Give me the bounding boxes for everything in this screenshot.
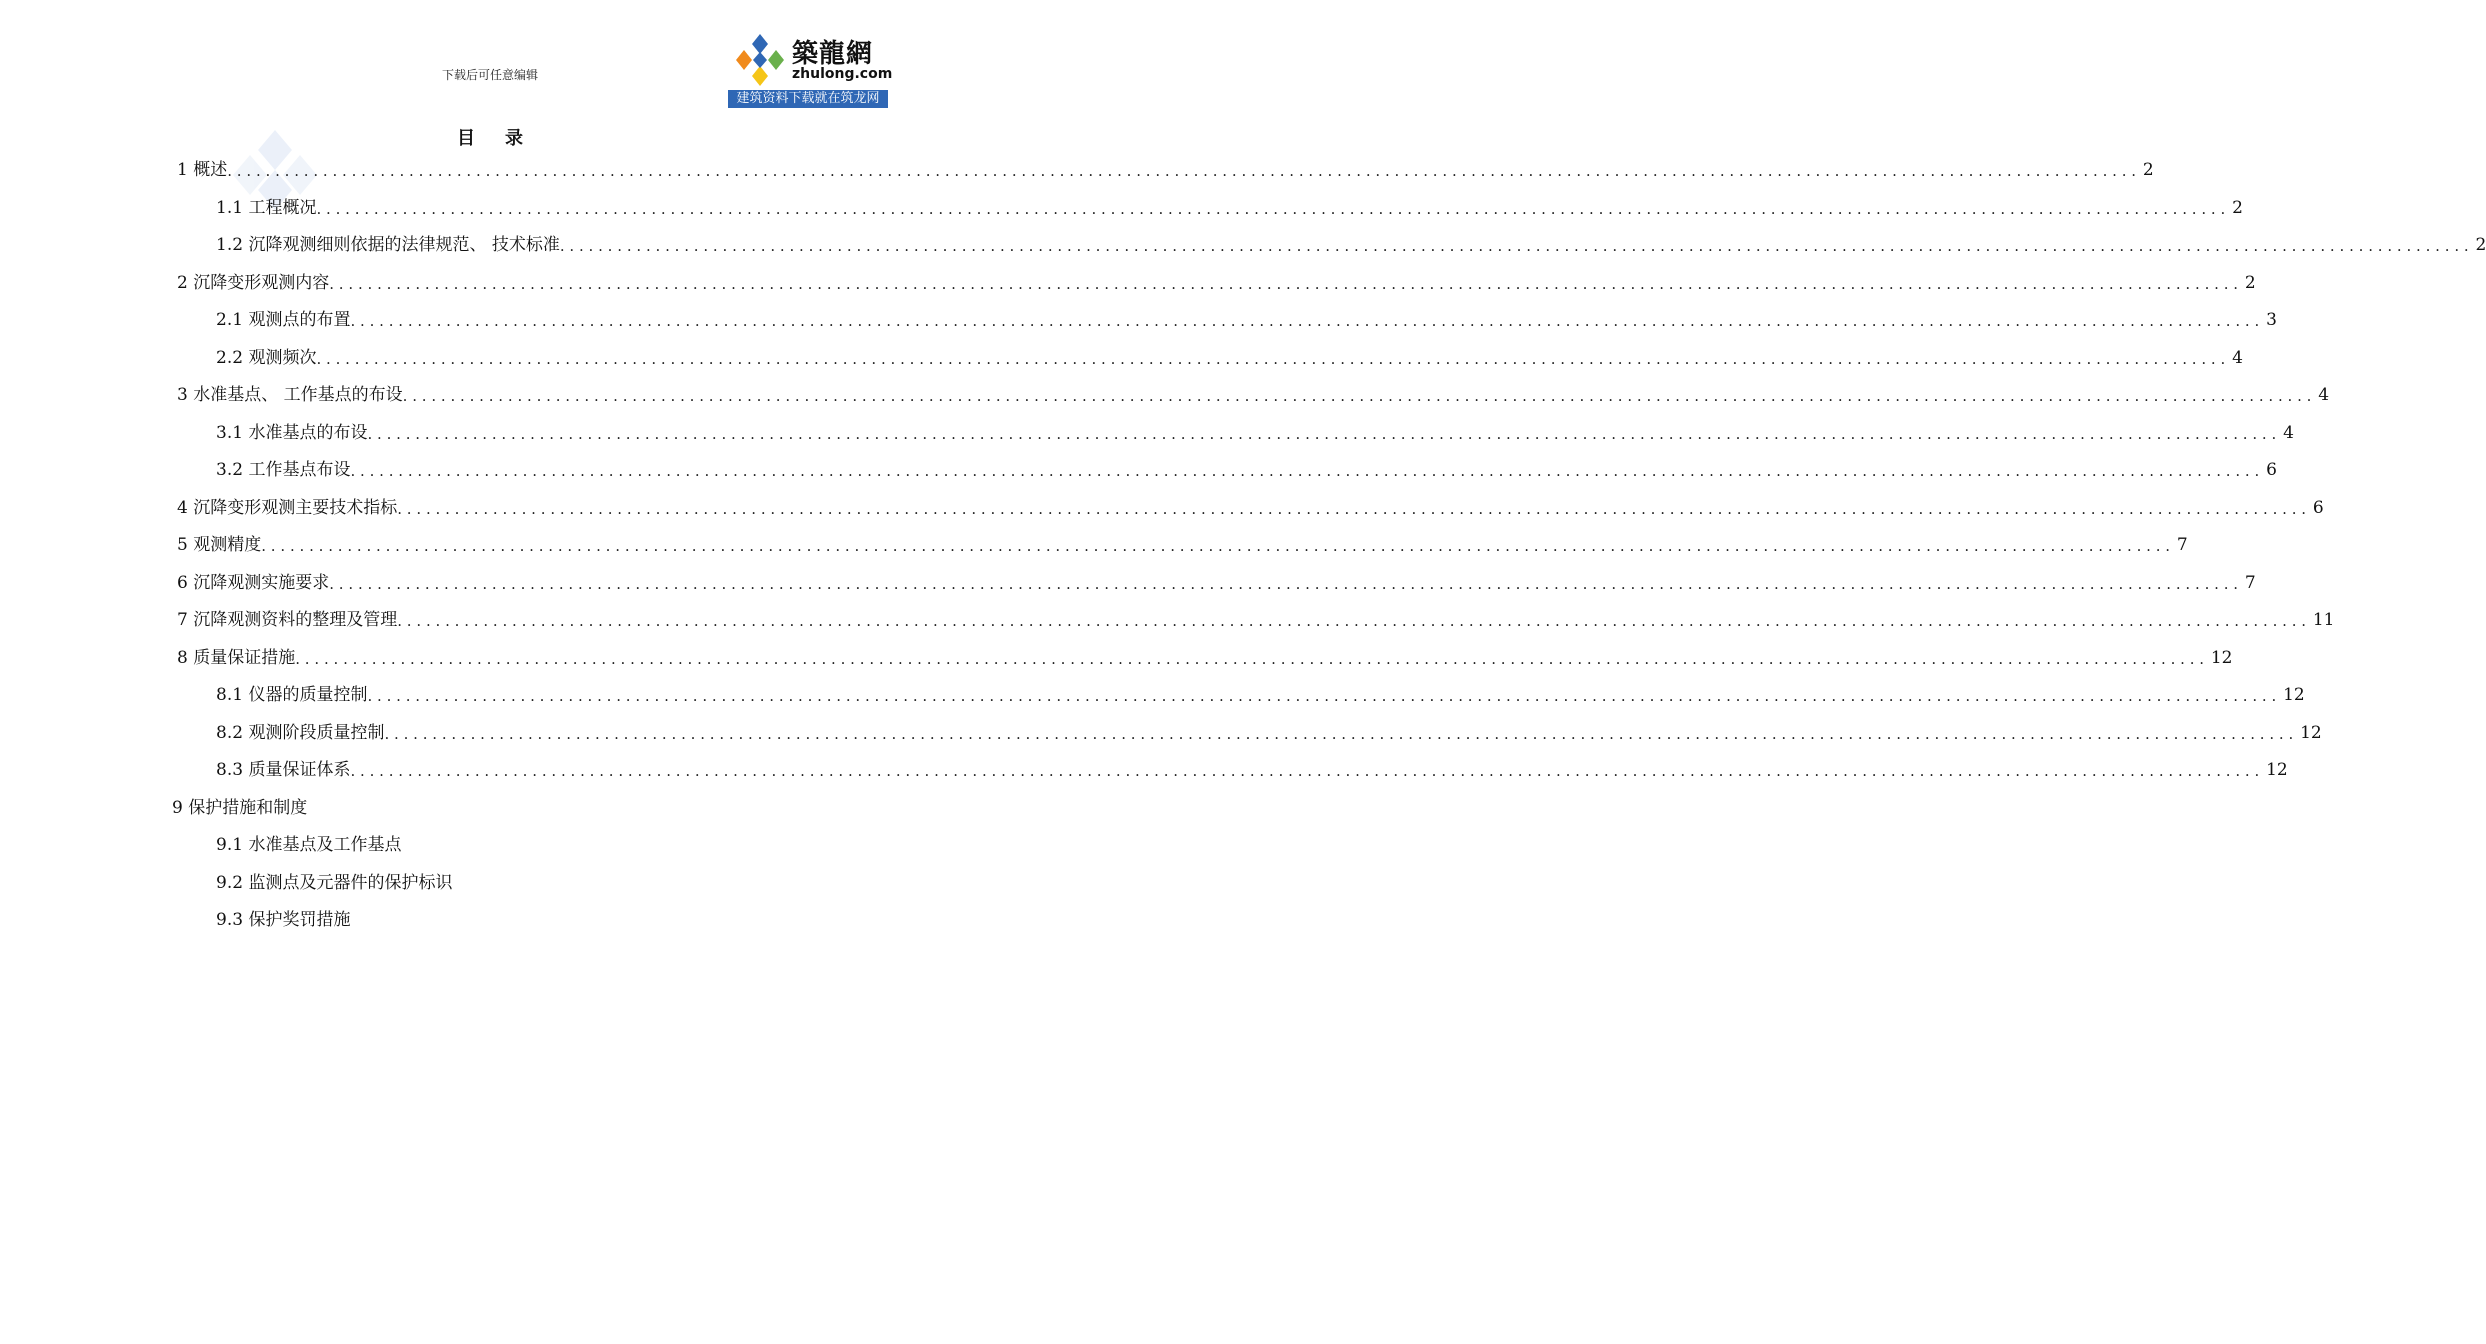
toc-entry[interactable] — [216, 907, 862, 933]
toc-leader-dots: ........................................................................................................................................................................................................ — [261, 537, 2175, 555]
toc-entry[interactable] — [216, 195, 2243, 221]
toc-entry[interactable] — [216, 345, 2243, 371]
toc-entry[interactable] — [177, 645, 2233, 671]
toc-entry-label: 9.2 监测点及元器件的保护标识 — [216, 872, 453, 893]
toc-entry[interactable] — [177, 495, 2324, 521]
toc-entry-page: 7 — [2176, 535, 2188, 555]
toc-entry-page: 12 — [2283, 685, 2305, 705]
toc-leader-dots: ........................................................................................................................................................................................................ — [397, 499, 2311, 518]
toc-leader-dots: ........................................................................................................................................................................................................ — [329, 274, 2243, 293]
toc-entry-page: 2 — [2244, 272, 2256, 293]
logo-tile — [728, 30, 893, 90]
toc-leader-dots: ........................................................................................................................................................................................................ — [316, 199, 2231, 218]
toc-entry-label: 8.3 质量保证体系 — [216, 760, 351, 780]
toc-entry-label: 3.2 工作基点布设 — [216, 460, 351, 480]
toc-entry-label: 9.3 保护奖罚措施 — [216, 910, 351, 930]
toc-leader-dots: ........................................................................................................................................................................................................ — [397, 612, 2311, 630]
toc-entry-label: 4 沉降变形观测主要技术指标 — [177, 497, 398, 518]
toc-entry-label: 6 沉降观测实施要求 — [177, 572, 330, 593]
toc-leader-dots: ........................................................................................................................................................................................................ — [367, 424, 2282, 443]
toc-leader-dots: ........................................................................................................................................................................................................ — [329, 574, 2243, 593]
toc-leader-dots: ........................................................................................................................................................................................................ — [402, 387, 2317, 405]
toc-entry[interactable] — [216, 457, 2277, 483]
toc-entry-page: 4 — [2232, 347, 2243, 368]
toc-entry-label: 8 质量保证措施 — [177, 647, 296, 668]
toc-entry-page: 4 — [2318, 385, 2330, 405]
toc-leader-dots: ........................................................................................................................................................................................................ — [559, 237, 2474, 255]
toc-entry-page: 2 — [2475, 235, 2486, 255]
toc-entry-label: 9 保护措施和制度 — [172, 797, 308, 818]
toc-entry-page: 7 — [2244, 572, 2256, 593]
toc-entry[interactable] — [177, 570, 2256, 596]
toc-entry-label: 7 沉降观测资料的整理及管理 — [177, 610, 398, 630]
toc-entry-page: 6 — [2266, 460, 2277, 480]
toc-leader-dots: ........................................................................................................................................................................................................ — [367, 687, 2282, 705]
toc-entry[interactable] — [177, 270, 2256, 296]
toc-entry-label: 3.1 水准基点的布设 — [216, 422, 368, 443]
toc-entry-label: 8.1 仪器的质量控制 — [216, 685, 368, 705]
toc-entry-page: 2 — [2142, 160, 2154, 180]
toc-entry-label: 1.1 工程概况 — [216, 197, 317, 218]
toc-entry-page: 11 — [2312, 610, 2335, 630]
toc-entry-label: 5 观测精度 — [177, 535, 262, 555]
toc-entry-page: 2 — [2232, 197, 2243, 218]
logo-slogan: 建筑资料下载就在筑龙网 — [728, 90, 888, 108]
toc-leader-dots: ........................................................................................................................................................................................................ — [350, 462, 2265, 480]
toc-entry-page: 4 — [2283, 422, 2294, 443]
toc-leader-dots: ........................................................................................................................................................................................................ — [384, 724, 2299, 743]
toc-entry-page: 6 — [2312, 497, 2324, 518]
toc-entry-page: 12 — [2210, 647, 2233, 668]
toc-entry-label: 3 水准基点、 工作基点的布设 — [177, 385, 403, 405]
toc-entry-label: 2.1 观测点的布置 — [216, 310, 351, 330]
toc-entry-label: 8.2 观测阶段质量控制 — [216, 722, 385, 743]
toc-entry[interactable] — [216, 832, 862, 858]
toc-entry-label: 9.1 水准基点及工作基点 — [216, 835, 402, 855]
toc-entry[interactable] — [216, 232, 2486, 258]
toc-entry[interactable] — [172, 795, 857, 821]
toc-entry[interactable] — [216, 757, 2288, 783]
diamond-cluster-logo-icon — [730, 30, 790, 90]
toc-entry-page: 12 — [2266, 760, 2288, 780]
toc-leader-dots: ........................................................................................................................................................................................................ — [295, 649, 2209, 668]
toc-leader-dots: ........................................................................................................................................................................................................ — [316, 349, 2231, 368]
toc-leader-dots: ........................................................................................................................................................................................................ — [227, 162, 2141, 180]
logo-name-cn: 築龍網 — [792, 39, 874, 69]
toc-entry[interactable] — [216, 420, 2294, 446]
toc-entry-label: 1.2 沉降观测细则依据的法律规范、 技术标准 — [216, 235, 560, 255]
toc-entry-page: 12 — [2300, 722, 2322, 743]
toc-entry[interactable] — [177, 532, 2188, 558]
toc-entry[interactable] — [216, 870, 862, 896]
toc-entry[interactable] — [177, 157, 2154, 183]
logo-domain: zhulong.com — [792, 66, 893, 82]
toc-entry[interactable] — [216, 682, 2305, 708]
toc-leader-dots: ........................................................................................................................................................................................................ — [350, 762, 2265, 780]
toc-entry-page: 3 — [2266, 310, 2277, 330]
toc-entry[interactable] — [216, 720, 2322, 746]
toc-entry-label: 2 沉降变形观测内容 — [177, 272, 330, 293]
toc-leader-dots: ........................................................................................................................................................................................................ — [350, 312, 2265, 330]
toc-entry-label: 1 概述 — [177, 160, 228, 180]
toc-title: 目录 — [457, 128, 553, 149]
toc-entry[interactable] — [177, 382, 2330, 408]
header-note: 下载后可任意编辑 — [441, 68, 538, 82]
toc-entry[interactable] — [177, 607, 2335, 633]
toc-entry[interactable] — [216, 307, 2277, 333]
zhulong-logo[interactable] — [728, 30, 893, 108]
toc-entry-label: 2.2 观测频次 — [216, 347, 317, 368]
